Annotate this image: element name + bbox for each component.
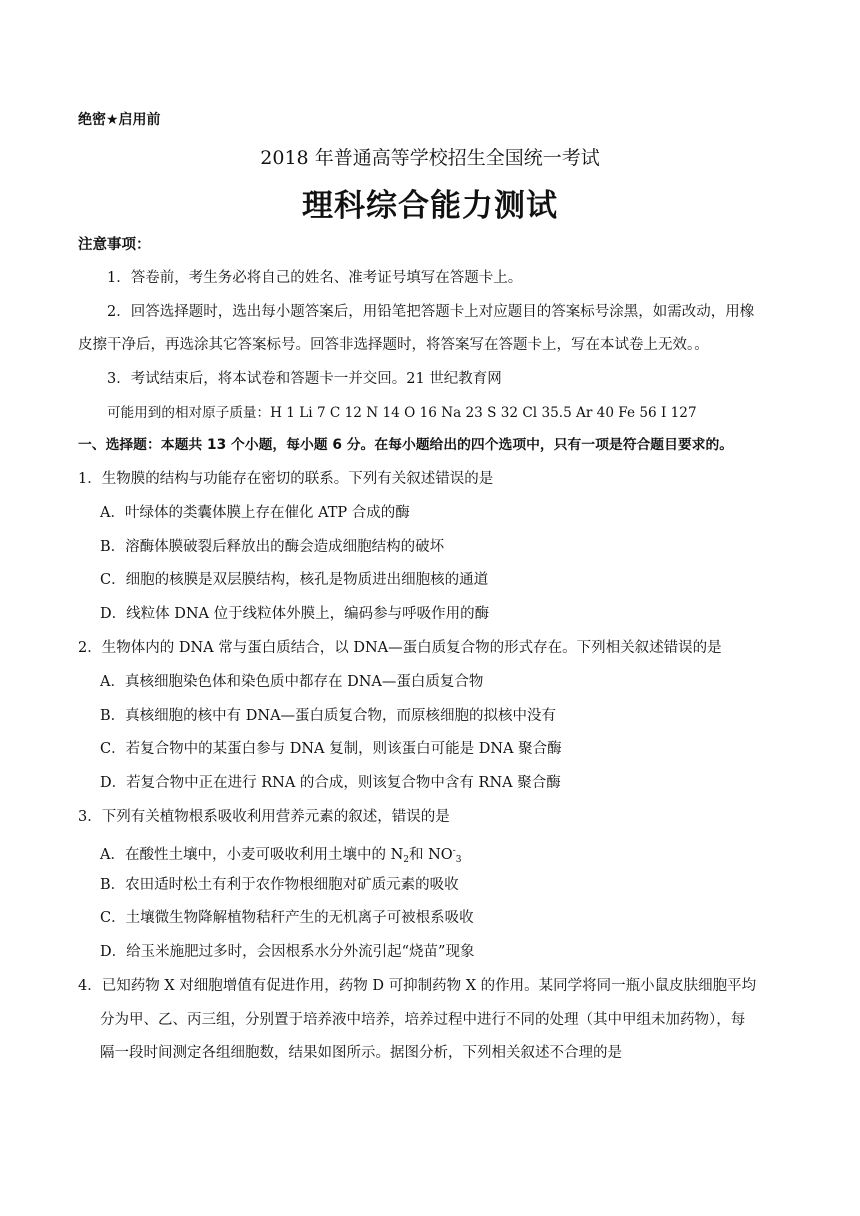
- question-4-stem-line-1: 4．已知药物 X 对细胞增值有促进作用，药物 D 可抑制药物 X 的作用。某同学将同一瓶小鼠皮肤细胞平均: [78, 978, 757, 994]
- question-3-option-a: [100, 841, 461, 870]
- question-2-option-b: B．真核细胞的核中有 DNA—蛋白质复合物，而原核细胞的拟核中没有: [100, 708, 557, 724]
- notice-item-1: 1．答卷前，考生务必将自己的姓名、准考证号填写在答题卡上。: [107, 270, 523, 286]
- question-2-option-a: A．真核细胞染色体和染色质中都存在 DNA—蛋白质复合物: [100, 674, 484, 690]
- question-3-option-a-subscript-3: 3: [455, 855, 462, 865]
- notice-item-3: 3．考试结束后，将本试卷和答题卡一并交回。21 世纪教育网: [107, 371, 502, 387]
- question-3-option-a-subscript-2: 2: [403, 855, 410, 865]
- page-title: 理科综合能力测试: [302, 188, 558, 224]
- exam-title: 2018 年普通高等学校招生全国统一考试: [260, 147, 600, 169]
- question-3-option-d: D．给玉米施肥过多时，会因根系水分外流引起“烧苗”现象: [100, 944, 475, 960]
- question-1-option-d: D．线粒体 DNA 位于线粒体外膜上，编码参与呼吸作用的酶: [100, 606, 490, 622]
- notice-item-2-line-1: 2．回答选择题时，选出每小题答案后，用铅笔把答题卡上对应题目的答案标号涂黑，如需改动，用橡: [107, 304, 755, 320]
- secret-label: 绝密★启用前: [78, 112, 161, 128]
- question-1-option-c: C．细胞的核膜是双层膜结构，核孔是物质进出细胞核的通道: [100, 572, 489, 588]
- question-3-option-a-prefix: A．在酸性土壤中，小麦可吸收利用土壤中的 N: [100, 847, 404, 863]
- question-1-stem: 1．生物膜的结构与功能存在密切的联系。下列有关叙述错误的是: [78, 471, 494, 487]
- question-4-stem-line-3: 隔一段时间测定各组细胞数，结果如图所示。据图分析，下列相关叙述不合理的是: [100, 1045, 622, 1061]
- question-1-option-b: B．溶酶体膜破裂后释放出的酶会造成细胞结构的破坏: [100, 539, 445, 555]
- question-1-option-a: A．叶绿体的类囊体膜上存在催化 ATP 合成的酶: [100, 505, 410, 521]
- question-3-option-a-mid: 和 NO: [409, 847, 453, 863]
- question-2-option-c: C．若复合物中的某蛋白参与 DNA 复制，则该蛋白可能是 DNA 聚合酶: [100, 741, 562, 757]
- question-3-option-a-superscript: -: [452, 846, 456, 856]
- notice-item-2-line-2: 皮擦干净后，再选涂其它答案标号。回答非选择题时，将答案写在答题卡上，写在本试卷上无效。。: [78, 337, 709, 353]
- notice-heading: 注意事项：: [78, 237, 151, 253]
- section-title: 一、选择题：本题共 13 个小题，每小题 6 分。在每小题给出的四个选项中，只有一项是符合题目要求的。: [78, 437, 734, 453]
- question-4-stem-line-2: 分为甲、乙、丙三组，分别置于培养液中培养，培养过程中进行不同的处理（其中甲组未加药物），每: [100, 1012, 746, 1028]
- atomic-masses: 可能用到的相对原子质量：H 1 Li 7 C 12 N 14 O 16 Na 23 S 32 Cl 35.5 Ar 40 Fe 56 I 127: [107, 405, 697, 421]
- question-2-option-d: D．若复合物中正在进行 RNA 的合成，则该复合物中含有 RNA 聚合酶: [100, 775, 561, 791]
- question-3-option-c: C．土壤微生物降解植物秸秆产生的无机离子可被根系吸收: [100, 910, 474, 926]
- question-2-stem: 2．生物体内的 DNA 常与蛋白质结合，以 DNA—蛋白质复合物的形式存在。下列相关叙述错误的是: [78, 640, 722, 656]
- question-3-option-b: B．农田适时松土有利于农作物根细胞对矿质元素的吸收: [100, 877, 459, 893]
- question-3-stem: 3．下列有关植物根系吸收利用营养元素的叙述，错误的是: [78, 809, 450, 825]
